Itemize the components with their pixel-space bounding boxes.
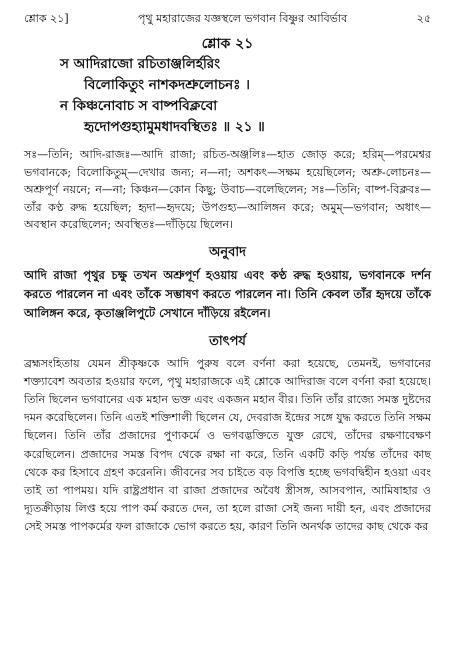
verse-line-2: বিলোকিতুং নাশকদশ্রুলোচনঃ । xyxy=(84,77,250,93)
page-number: ২৫ xyxy=(416,12,431,25)
running-header xyxy=(24,10,431,28)
translation-heading: অনুবাদ xyxy=(209,244,246,260)
header-verse-ref: শ্লোক ২১] xyxy=(24,12,69,25)
verse-block xyxy=(24,54,431,138)
verse-line-3: ন কিঞ্চনোবাচ স বাষ্পবিক্লবো xyxy=(60,98,218,114)
synonyms-paragraph: সঃ—তিনি; আদি-রাজঃ—আদি রাজা; রচিত-অঞ্জলিঃ—হাত জোড় করে; হরিম্—পরমেশ্বর ভগবানকে; বিলোকিতুম্—দেখার জন্য; ন—না; অশকৎ—সক্ষম হয়েছিলেন; অশ্রু-লোচনঃ—অশ্রুপূর্ণ নয়নে; ন—না; কিঞ্চন—কোন কিছু; উবাচ—বলেছিলেন; সঃ—তিনি; বাষ্প-বিক্লবঃ—তাঁর কণ্ঠ রুদ্ধ হয়েছিল; হৃদা—হৃদয়ে; উপগুহ্য—আলিঙ্গন করে; অমুম্—ভগবান; অধাৎ—অবস্থান করেছিলেন; অবস্থিতঃ—দাঁড়িয়ে ছিলেন। xyxy=(24,148,431,231)
purport-heading: তাৎপর্য xyxy=(209,333,246,349)
verse-number-label: শ্লোক ২১ xyxy=(201,36,254,52)
verse-line-4: হৃদোপগুহ্যামুমধাদবস্থিতঃ ॥ ২১ ॥ xyxy=(84,119,265,135)
purport-paragraph: ব্রহ্মসংহিতায় যেমন শ্রীকৃষ্ণকে আদি পুরুষ বলে বর্ণনা করা হয়েছে, তেমনই, ভগবানের শক্ত্যাবেশ অবতার হওয়ার ফলে, পৃথু মহারাজকে এই শ্লোকে আদিরাজ বলে বর্ণনা করা হয়েছে। তিনি ছিলেন ভগবানের এক মহান ভক্ত এবং একজন মহান বীর। তিনি তাঁর রাজ্যে সমস্ত দুষ্টদের দমন করেছিলেন। তিনি এতই শক্তিশালী ছিলেন যে, দেবরাজ ইন্দ্রের সঙ্গে যুদ্ধ করতে তিনি সক্ষম ছিলেন। তিনি তাঁর প্রজাদের পুণ্যকর্মে ও ভগবদ্ভক্তিতে যুক্ত রেখে, তাঁদের রক্ষণাবেক্ষণ করেছিলেন। প্রজাদের সমস্ত বিপদ থেকে রক্ষা না করে, তিনি একটি কড়ি পর্যন্ত তাঁদের কাছ থেকে কর হিসাবে গ্রহণ করেননি। জীবনের সব চাইতে বড় বিপত্তি হচ্ছে ভগবদ্বিহীন হওয়া এবং তাই তা পাপময়। যদি রাষ্ট্রপ্রধান বা রাজা প্রজাদের অবৈধ স্ত্রীসঙ্গ, আসবপান, আমিষাহার ও দ্যূতক্রীড়ায় লিপ্ত হয়ে পাপ কর্ম করতে দেন, তা হলে রাজা সেই জন্য দায়ী হন, এবং প্রজাদের সেই সমস্ত পাপকর্মের ফল রাজাকে ভোগ করতে হয়, কারণ তিনি অনর্থক তাদের কাছ থেকে কর xyxy=(24,356,431,534)
header-chapter-title: পৃথু মহারাজের যজ্ঞস্থলে ভগবান বিষ্ণুর আবির্ভাব xyxy=(138,12,348,25)
verse-line-1: স আদিরাজো রচিতাঞ্জলির্হরিং xyxy=(60,56,221,72)
translation-paragraph: আদি রাজা পৃথুর চক্ষু তখন অশ্রুপূর্ণ হওয়ায় এবং কণ্ঠ রুদ্ধ হওয়ায়, ভগবানকে দর্শন করতে পারলেন না এবং তাঁকে সম্ভাষণ করতে পারলেন না। তিনি কেবল তাঁর হৃদয়ে তাঁকে আলিঙ্গন করে, কৃতাঞ্জলিপুটে সেখানে দাঁড়িয়ে রইলেন। xyxy=(24,267,431,320)
